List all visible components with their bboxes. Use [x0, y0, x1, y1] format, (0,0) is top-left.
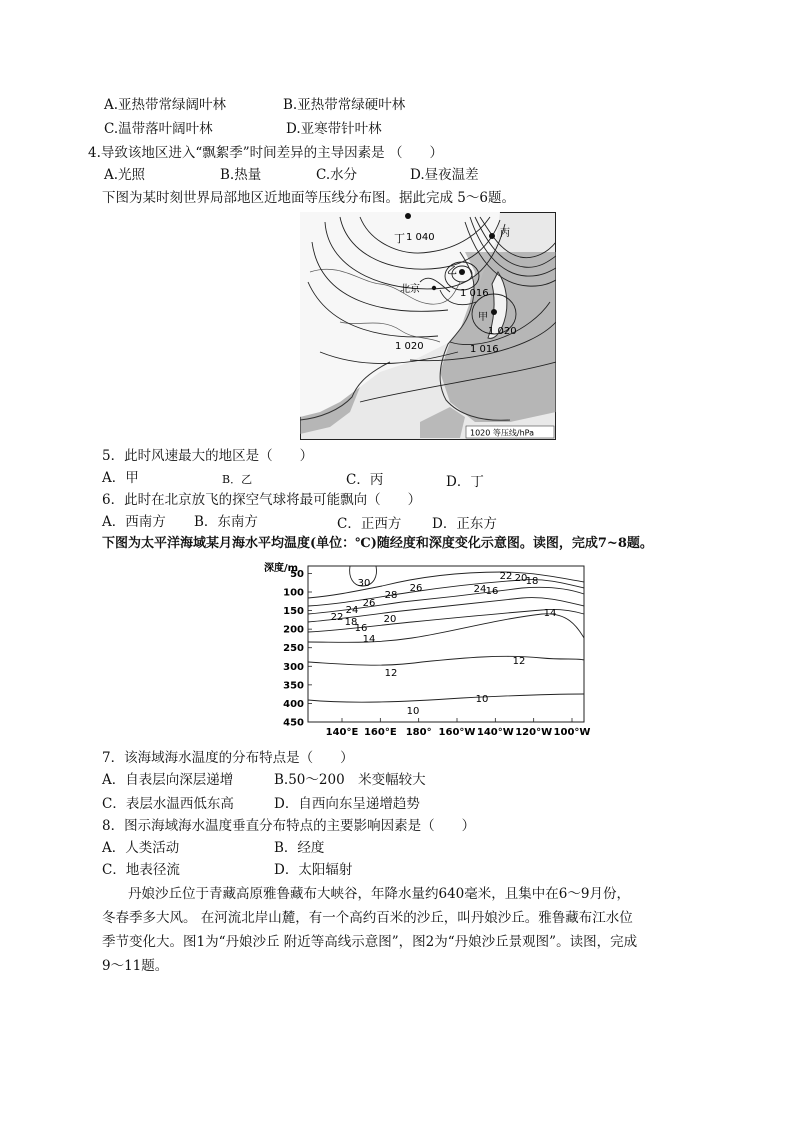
isotherm-label: 16: [485, 586, 499, 597]
q3-option-b: B.亚热带常绿硬叶林: [283, 97, 406, 113]
x-tick-label: 120°W: [515, 727, 553, 738]
isotherm-label: 16: [354, 623, 368, 634]
isotherm-line: [308, 656, 584, 665]
map-label-jia: 甲: [478, 312, 488, 323]
q7-option-c: C．表层水温西低东高: [102, 796, 234, 812]
q5-option-b: B．乙: [222, 473, 253, 486]
isotherm-label: 26: [362, 598, 376, 609]
chart-ylabel: 深度/m: [264, 563, 299, 574]
q8-stem: 8．图示海域海水温度垂直分布特点的主要影响因素是（ ）: [102, 818, 476, 834]
y-tick-label: 300: [283, 661, 304, 673]
y-tick-label: 400: [283, 698, 304, 710]
x-tick-label: 160°E: [363, 727, 397, 738]
q4-option-a: A.光照: [104, 167, 146, 183]
q5-option-d: D．丁: [446, 474, 484, 490]
intro-5-6: 下图为某时刻世界局部地区近地面等压线分布图。据此完成 5～6题。: [102, 190, 515, 206]
beijing-dot: [432, 286, 436, 290]
isotherm-label: 10: [475, 694, 489, 705]
q6-option-c: C．正西方: [337, 516, 402, 532]
q4-stem: 4.导致该地区进入“飘絮季”时间差异的主导因素是 （ ）: [88, 145, 443, 161]
isotherm-label: 24: [473, 584, 487, 595]
q7-option-b: B.50～200 米变幅较大: [274, 772, 426, 788]
jia-dot: [491, 309, 497, 315]
isotherm-line: [308, 580, 584, 606]
isotherm-label: 12: [384, 668, 398, 679]
map-label-yi: 乙: [447, 266, 457, 277]
isotherm-label: 18: [525, 576, 539, 587]
isotherm-label: 14: [362, 634, 376, 645]
q4-option-d: D.昼夜温差: [410, 167, 479, 183]
isotherm-label: 28: [384, 590, 398, 601]
isotherm-line: [308, 572, 584, 598]
isotherm-label: 20: [383, 614, 397, 625]
isotherm-label: 24: [345, 605, 359, 616]
y-tick-label: 450: [283, 717, 304, 729]
q6-option-a: A．西南方: [102, 514, 166, 530]
isotherm-label: 20: [514, 573, 528, 584]
bing-dot: [489, 233, 495, 239]
x-tick-label: 140°W: [476, 727, 514, 738]
q6-stem: 6．此时在北京放飞的探空气球将最可能飘向（ ）: [102, 492, 422, 508]
map-label-ding: 丁: [394, 232, 405, 245]
map-label-1040: 1 040: [406, 232, 435, 243]
isotherm-label: 26: [409, 583, 423, 594]
map-label-1020b: 1 020: [395, 341, 424, 352]
isotherm-label: 14: [543, 608, 557, 619]
isobar-map: [300, 212, 556, 440]
isotherm-label: 22: [499, 571, 513, 582]
map-label-1020a: 1 020: [488, 326, 517, 337]
q4-option-c: C.水分: [316, 167, 358, 183]
map-label-1016a: 1 016: [460, 288, 489, 299]
q8-option-b: B．经度: [274, 840, 325, 856]
x-tick-label: 140°E: [325, 727, 359, 738]
q5-stem: 5．此时风速最大的地区是（ ）: [102, 448, 314, 464]
yi-dot: [459, 269, 465, 275]
y-tick-label: 50: [290, 568, 304, 580]
q8-option-a: A．人类活动: [102, 840, 180, 856]
isotherm-label: 30: [357, 578, 371, 589]
q8-option-d: D．太阳辐射: [274, 862, 353, 878]
q3-option-d: D.亚寒带针叶林: [286, 121, 382, 137]
q7-option-d: D．自西向东呈递增趋势: [274, 796, 420, 812]
map-label-1016b: 1 016: [470, 344, 499, 355]
q6-option-d: D．正东方: [432, 516, 497, 532]
q5-option-a: A．甲: [102, 470, 139, 486]
q3-option-c: C.温带落叶阔叶林: [104, 121, 213, 137]
ding-dot: [405, 213, 411, 219]
map-label-beijing: 北京: [400, 284, 420, 295]
passage-9-11: 丹娘沙丘位于青藏高原雅鲁藏布大峡谷，年降水量约640毫米，且集中在6～9月份，冬春季多大风。 在河流北岸山麓，有一个高约百米的沙丘，叫丹娘沙丘。雅鲁藏布江水位季节变化大。图1为“丹娘沙丘 附近等高线示意图”，图2为“丹娘沙丘景观图”。读图，完成9～11题。: [102, 886, 638, 974]
isotherm-label: 18: [344, 617, 358, 628]
y-tick-label: 250: [283, 643, 304, 655]
isotherm-label: 12: [512, 656, 526, 667]
x-tick-label: 180°: [405, 727, 432, 738]
x-tick-label: 160°W: [438, 727, 476, 738]
y-tick-label: 350: [283, 680, 304, 692]
intro-7-8: 下图为太平洋海域某月海水平均温度(单位：℃)随经度和深度变化示意图。读图，完成7~8题。: [102, 536, 653, 551]
q4-option-b: B.热量: [220, 167, 262, 183]
temperature-depth-chart: [262, 558, 592, 738]
q7-stem: 7．该海域海水温度的分布特点是（ ）: [102, 750, 354, 766]
y-tick-label: 100: [283, 587, 304, 599]
q7-option-a: A．自表层向深层递增: [102, 772, 234, 788]
isotherm-label: 10: [406, 706, 420, 717]
q5-option-c: C．丙: [346, 472, 384, 488]
map-label-bing: 丙: [500, 228, 510, 239]
isotherm-line: [308, 694, 584, 702]
q3-option-a: A.亚热带常绿阔叶林: [104, 97, 227, 113]
q8-option-c: C．地表径流: [102, 862, 180, 878]
y-tick-label: 200: [283, 624, 304, 636]
y-tick-label: 150: [283, 606, 304, 618]
isotherm-label: 22: [330, 612, 344, 623]
x-tick-label: 100°W: [553, 727, 591, 738]
q6-option-b: B．东南方: [194, 514, 258, 530]
map-legend: 1020 等压线/hPa: [470, 428, 535, 438]
